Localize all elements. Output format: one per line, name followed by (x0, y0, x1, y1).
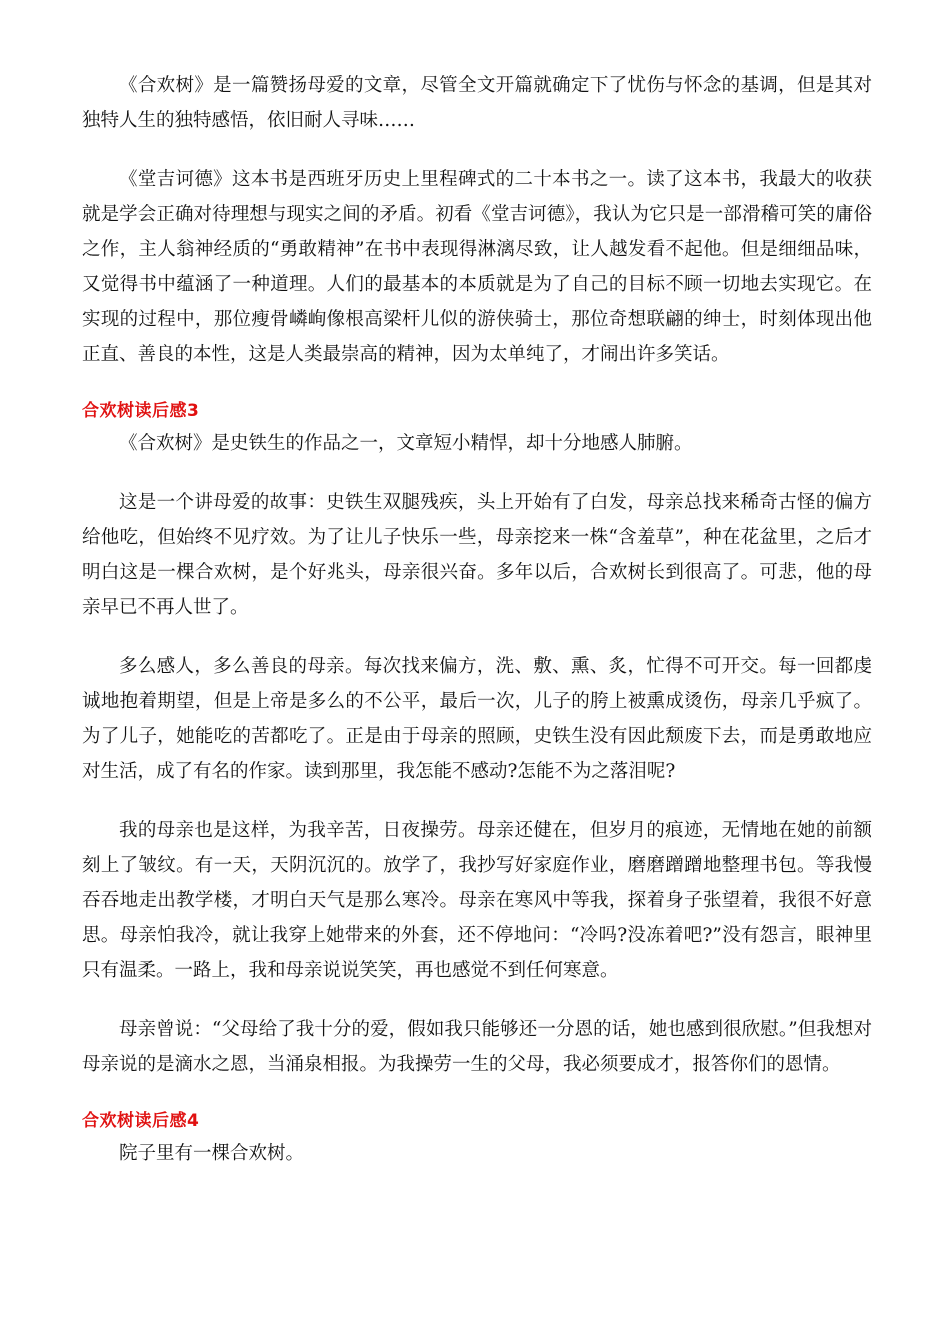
section-heading-3: 合欢树读后感3 (82, 401, 200, 421)
paragraph-gap (82, 138, 872, 162)
paragraph-gap (82, 988, 872, 1012)
section-3-paragraph-1: 《合欢树》是史铁生的作品之一，文章短小精悍，却十分地感人肺腑。 (119, 433, 693, 454)
don-quixote-paragraph: 《堂吉诃德》这本书是西班牙历史上里程碑式的二十本书之一。读了这本书，我最大的收获就是学会正确对待理想与现实之间的矛盾。初看《堂吉诃德》，我认为它只是一部滑稽可笑的庸俗之作，主人翁神经质的“勇敢精神”在书中表现得淋漓尽致，让人越发看不起他。但是细细品味，又觉得书中蕴涵了一种道理。人们的最基本的本质就是为了自己的目标不顾一切地去实现它。在实现的过程中，那位瘦骨嶙峋像根高梁杆儿似的游侠骑士，那位奇想联翩的绅士，时刻体现出他正直、善良的本性，这是人类最崇高的精神，因为太单纯了，才闹出许多笑话。 (82, 169, 872, 365)
section-4-paragraph-1: 院子里有一棵合欢树。 (119, 1143, 305, 1164)
paragraph-gap (82, 789, 872, 813)
paragraph-gap (82, 1082, 872, 1106)
section-3-paragraph-4: 我的母亲也是这样，为我辛苦，日夜操劳。母亲还健在，但岁月的痕迹，无情地在她的前额刻上了皱纹。有一天，天阴沉沉的。放学了，我抄写好家庭作业，磨磨蹭蹭地整理书包。等我慢吞吞地走出教学楼，才明白天气是那么寒冷。母亲在寒风中等我，探着身子张望着，我很不好意思。母亲怕我冷，就让我穿上她带来的外套，还不停地问：“冷吗?没冻着吧?”没有怨言，眼神里只有温柔。一路上，我和母亲说说笑笑，再也感觉不到任何寒意。 (82, 820, 872, 981)
section-3-paragraph-3: 多么感人，多么善良的母亲。每次找来偏方，洗、敷、熏、炙，忙得不可开交。每一回都虔诚地抱着期望，但是上帝是多么的不公平，最后一次，儿子的胯上被熏成烫伤，母亲几乎疯了。为了儿子，她能吃的苦都吃了。正是由于母亲的照顾，史铁生没有因此颓废下去，而是勇敢地应对生活，成了有名的作家。读到那里，我怎能不感动?怎能不为之落泪呢? (82, 656, 872, 782)
paragraph-gap (82, 372, 872, 396)
intro-paragraph: 《合欢树》是一篇赞扬母爱的文章，尽管全文开篇就确定下了忧伤与怀念的基调，但是其对独特人生的独特感悟，依旧耐人寻味…… (82, 75, 872, 131)
section-heading-4: 合欢树读后感4 (82, 1111, 200, 1131)
paragraph-gap (82, 625, 872, 649)
section-3-paragraph-5: 母亲曾说：“父母给了我十分的爱，假如我只能够还一分恩的话，她也感到很欣慰。”但我想对母亲说的是滴水之恩，当涌泉相报。为我操劳一生的父母，我必须要成才，报答你们的恩情。 (82, 1019, 872, 1075)
document-page (82, 68, 872, 1171)
paragraph-gap (82, 461, 872, 485)
section-3-paragraph-2: 这是一个讲母爱的故事：史铁生双腿残疾，头上开始有了白发，母亲总找来稀奇古怪的偏方给他吃，但始终不见疗效。为了让儿子快乐一些，母亲挖来一株“含羞草”，种在花盆里，之后才明白这是一棵合欢树，是个好兆头，母亲很兴奋。多年以后，合欢树长到很高了。可悲，他的母亲早已不再人世了。 (82, 492, 872, 618)
